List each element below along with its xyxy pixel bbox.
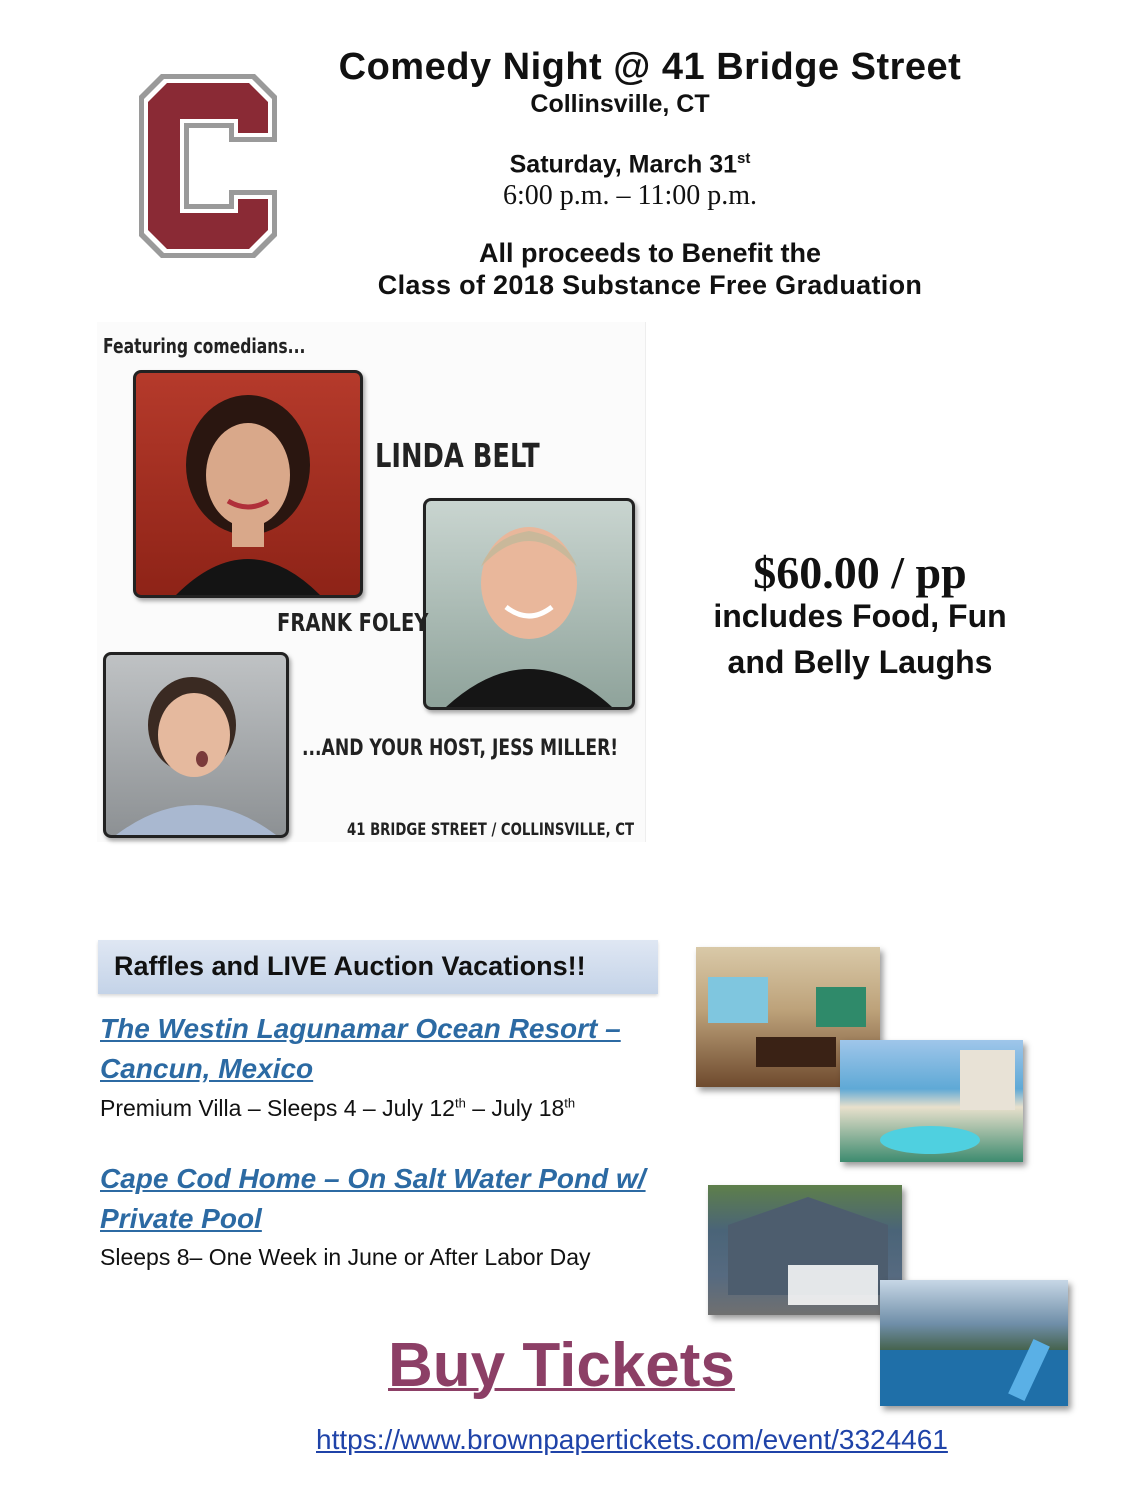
comedian-name-linda: LINDA BELT [375, 436, 540, 475]
cape-cod-home-link-line2[interactable]: Private Pool [100, 1203, 262, 1234]
event-date-suffix: st [737, 150, 751, 167]
buy-tickets-link[interactable]: Buy Tickets [388, 1331, 735, 1400]
raffles-heading: Raffles and LIVE Auction Vacations!! [114, 951, 586, 981]
westin-desc-sup1: th [454, 1095, 466, 1111]
school-logo-c [137, 72, 279, 260]
westin-desc-a: Premium Villa – Sleeps 4 – July 12 [100, 1095, 455, 1121]
westin-resort-link-line2[interactable]: Cancun, Mexico [100, 1053, 314, 1084]
westin-aerial-photo [840, 1040, 1023, 1162]
ticket-price: $60.00 / pp [753, 547, 967, 598]
portrait-icon [106, 655, 286, 835]
comedian-flyer [97, 322, 646, 842]
event-title: Comedy Night @ 41 Bridge Street [338, 46, 962, 88]
comedian-photo-frank [423, 498, 635, 710]
comedian-name-frank: FRANK FOLEY [277, 608, 429, 637]
cape-cod-house-photo [708, 1185, 902, 1315]
flyer-address: 41 BRIDGE STREET / COLLINSVILLE, CT [347, 820, 635, 840]
photo-icon [880, 1280, 1068, 1406]
westin-desc-b: – July 18 [465, 1095, 565, 1121]
portrait-icon [136, 373, 360, 595]
photo-icon [708, 1185, 902, 1315]
event-time: 6:00 p.m. – 11:00 p.m. [502, 180, 758, 211]
tickets-url-link[interactable]: https://www.brownpapertickets.com/event/3324461 [316, 1424, 948, 1455]
event-date-text: Saturday, March 31 [509, 150, 738, 179]
featuring-label: Featuring comedians... [103, 334, 306, 358]
portrait-icon [426, 501, 632, 707]
photo-icon [840, 1040, 1023, 1162]
westin-resort-description [100, 1095, 575, 1122]
host-photo-jess [103, 652, 289, 838]
westin-resort-link[interactable]: The Westin Lagunamar Ocean Resort – [100, 1013, 621, 1044]
cape-cod-home-link[interactable]: Cape Cod Home – On Salt Water Pond w/ [100, 1163, 646, 1194]
westin-desc-sup2: th [564, 1095, 576, 1111]
price-includes-line-2: and Belly Laughs [727, 644, 993, 680]
cape-cod-pool-photo [880, 1280, 1068, 1406]
raffles-heading-box [98, 940, 658, 994]
price-includes-line-1: includes Food, Fun [713, 598, 1007, 634]
cape-cod-home-description: Sleeps 8– One Week in June or After Labor Day [100, 1244, 591, 1270]
benefit-line-1: All proceeds to Benefit the [478, 238, 822, 268]
comedian-photo-linda [133, 370, 363, 598]
benefit-line-2: Class of 2018 Substance Free Graduation [377, 270, 923, 300]
host-line: ...AND YOUR HOST, JESS MILLER! [302, 736, 619, 761]
event-location: Collinsville, CT [530, 90, 710, 118]
event-date [460, 150, 800, 179]
